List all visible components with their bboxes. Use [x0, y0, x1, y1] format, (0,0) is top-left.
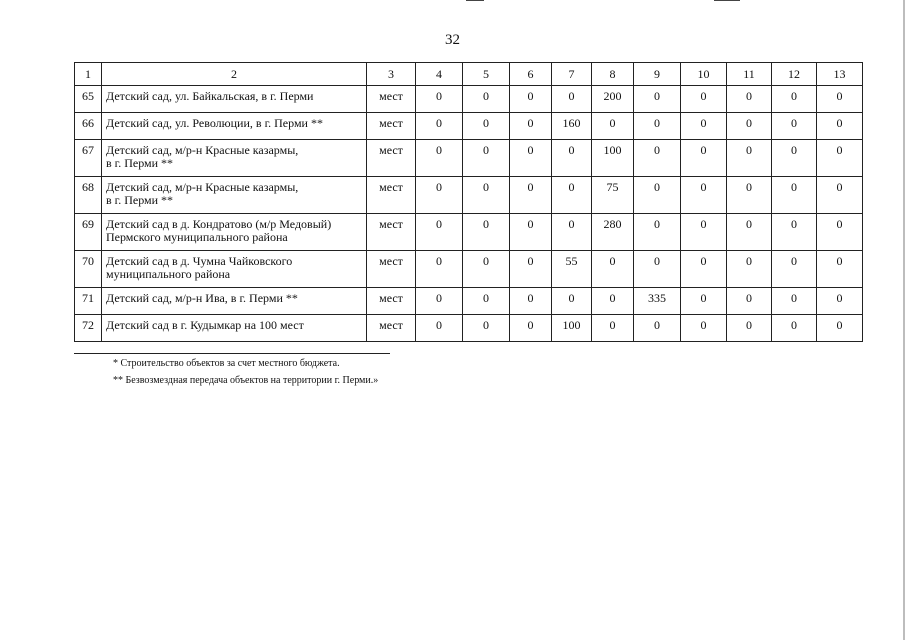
column-header: 3	[367, 63, 416, 86]
value-cell: 0	[463, 214, 510, 251]
row-number-cell: 66	[75, 113, 102, 140]
value-cell: 0	[727, 86, 772, 113]
object-name-cell: Детский сад, м/р-н Красные казармы, в г. Перми **	[102, 177, 367, 214]
value-cell: 100	[592, 140, 634, 177]
object-name-cell: Детский сад, ул. Байкальская, в г. Перми	[102, 86, 367, 113]
value-cell: 0	[463, 315, 510, 342]
column-header: 8	[592, 63, 634, 86]
value-cell: 0	[817, 214, 863, 251]
value-cell: 100	[552, 315, 592, 342]
value-cell: 0	[681, 86, 727, 113]
unit-cell: мест	[367, 86, 416, 113]
value-cell: 0	[463, 140, 510, 177]
header-row	[75, 63, 863, 86]
object-name-cell: Детский сад, м/р-н Красные казармы, в г. Перми **	[102, 140, 367, 177]
value-cell: 0	[772, 288, 817, 315]
value-cell: 0	[463, 113, 510, 140]
column-header: 11	[727, 63, 772, 86]
value-cell: 0	[681, 214, 727, 251]
value-cell: 0	[634, 113, 681, 140]
object-name-cell: Детский сад, м/р-н Ива, в г. Перми **	[102, 288, 367, 315]
top-mark-line	[714, 0, 740, 1]
value-cell: 0	[772, 113, 817, 140]
object-name-cell: Детский сад в г. Кудымкар на 100 мест	[102, 315, 367, 342]
footnote: ** Безвозмездная передача объектов на территории г. Перми.»	[113, 375, 379, 386]
value-cell: 0	[463, 177, 510, 214]
object-name-cell: Детский сад в д. Чумна Чайковского муниципального района	[102, 251, 367, 288]
value-cell: 0	[552, 140, 592, 177]
value-cell: 0	[817, 315, 863, 342]
value-cell: 0	[817, 113, 863, 140]
value-cell: 0	[463, 251, 510, 288]
value-cell: 0	[510, 113, 552, 140]
value-cell: 0	[634, 251, 681, 288]
value-cell: 0	[592, 251, 634, 288]
value-cell: 0	[817, 140, 863, 177]
row-number-cell: 70	[75, 251, 102, 288]
table-row	[75, 251, 863, 288]
value-cell: 55	[552, 251, 592, 288]
value-cell: 0	[592, 315, 634, 342]
value-cell: 0	[817, 177, 863, 214]
value-cell: 0	[634, 86, 681, 113]
value-cell: 0	[727, 140, 772, 177]
value-cell: 0	[772, 177, 817, 214]
unit-cell: мест	[367, 113, 416, 140]
value-cell: 0	[552, 177, 592, 214]
value-cell: 0	[681, 177, 727, 214]
value-cell: 0	[817, 288, 863, 315]
unit-cell: мест	[367, 177, 416, 214]
value-cell: 0	[416, 140, 463, 177]
top-mark-line	[466, 0, 484, 1]
value-cell: 0	[592, 113, 634, 140]
value-cell: 0	[463, 288, 510, 315]
table-row	[75, 140, 863, 177]
value-cell: 0	[681, 288, 727, 315]
column-header: 6	[510, 63, 552, 86]
value-cell: 0	[772, 140, 817, 177]
value-cell: 0	[592, 288, 634, 315]
value-cell: 0	[510, 214, 552, 251]
value-cell: 200	[592, 86, 634, 113]
table-row	[75, 113, 863, 140]
value-cell: 0	[416, 315, 463, 342]
table-row	[75, 315, 863, 342]
row-number-cell: 68	[75, 177, 102, 214]
table-row	[75, 86, 863, 113]
object-name-cell: Детский сад, ул. Революции, в г. Перми **	[102, 113, 367, 140]
value-cell: 0	[416, 86, 463, 113]
column-header: 9	[634, 63, 681, 86]
value-cell: 0	[416, 214, 463, 251]
unit-cell: мест	[367, 214, 416, 251]
value-cell: 160	[552, 113, 592, 140]
table-row	[75, 214, 863, 251]
value-cell: 0	[681, 315, 727, 342]
value-cell: 0	[634, 140, 681, 177]
value-cell: 0	[772, 251, 817, 288]
value-cell: 75	[592, 177, 634, 214]
value-cell: 0	[510, 315, 552, 342]
value-cell: 0	[817, 86, 863, 113]
table-row	[75, 288, 863, 315]
value-cell: 0	[552, 86, 592, 113]
value-cell: 0	[772, 86, 817, 113]
value-cell: 0	[510, 251, 552, 288]
unit-cell: мест	[367, 140, 416, 177]
value-cell: 0	[552, 288, 592, 315]
column-header: 10	[681, 63, 727, 86]
value-cell: 0	[727, 113, 772, 140]
value-cell: 0	[727, 315, 772, 342]
row-number-cell: 71	[75, 288, 102, 315]
value-cell: 0	[772, 214, 817, 251]
object-name-cell: Детский сад в д. Кондратово (м/р Медовый) Пермского муниципального района	[102, 214, 367, 251]
column-header: 12	[772, 63, 817, 86]
value-cell: 0	[772, 315, 817, 342]
value-cell: 280	[592, 214, 634, 251]
footnote-rule	[74, 353, 390, 354]
value-cell: 0	[681, 251, 727, 288]
value-cell: 0	[727, 251, 772, 288]
value-cell: 0	[634, 177, 681, 214]
value-cell: 0	[727, 214, 772, 251]
value-cell: 0	[727, 288, 772, 315]
row-number-cell: 69	[75, 214, 102, 251]
page-number: 32	[445, 32, 460, 48]
value-cell: 0	[416, 288, 463, 315]
unit-cell: мест	[367, 251, 416, 288]
column-header: 2	[102, 63, 367, 86]
unit-cell: мест	[367, 288, 416, 315]
value-cell: 0	[681, 140, 727, 177]
value-cell: 0	[634, 214, 681, 251]
table-row	[75, 177, 863, 214]
value-cell: 0	[552, 214, 592, 251]
value-cell: 0	[416, 251, 463, 288]
value-cell: 0	[510, 177, 552, 214]
value-cell: 0	[510, 86, 552, 113]
value-cell: 0	[510, 140, 552, 177]
value-cell: 0	[727, 177, 772, 214]
value-cell: 0	[463, 86, 510, 113]
row-number-cell: 72	[75, 315, 102, 342]
unit-cell: мест	[367, 315, 416, 342]
row-number-cell: 67	[75, 140, 102, 177]
row-number-cell: 65	[75, 86, 102, 113]
column-header: 1	[75, 63, 102, 86]
value-cell: 0	[634, 315, 681, 342]
value-cell: 0	[817, 251, 863, 288]
footnote: * Строительство объектов за счет местного бюджета.	[113, 358, 340, 369]
column-header: 7	[552, 63, 592, 86]
value-cell: 0	[510, 288, 552, 315]
column-header: 4	[416, 63, 463, 86]
value-cell: 335	[634, 288, 681, 315]
column-header: 13	[817, 63, 863, 86]
data-table	[74, 62, 863, 342]
value-cell: 0	[416, 113, 463, 140]
value-cell: 0	[416, 177, 463, 214]
column-header: 5	[463, 63, 510, 86]
value-cell: 0	[681, 113, 727, 140]
